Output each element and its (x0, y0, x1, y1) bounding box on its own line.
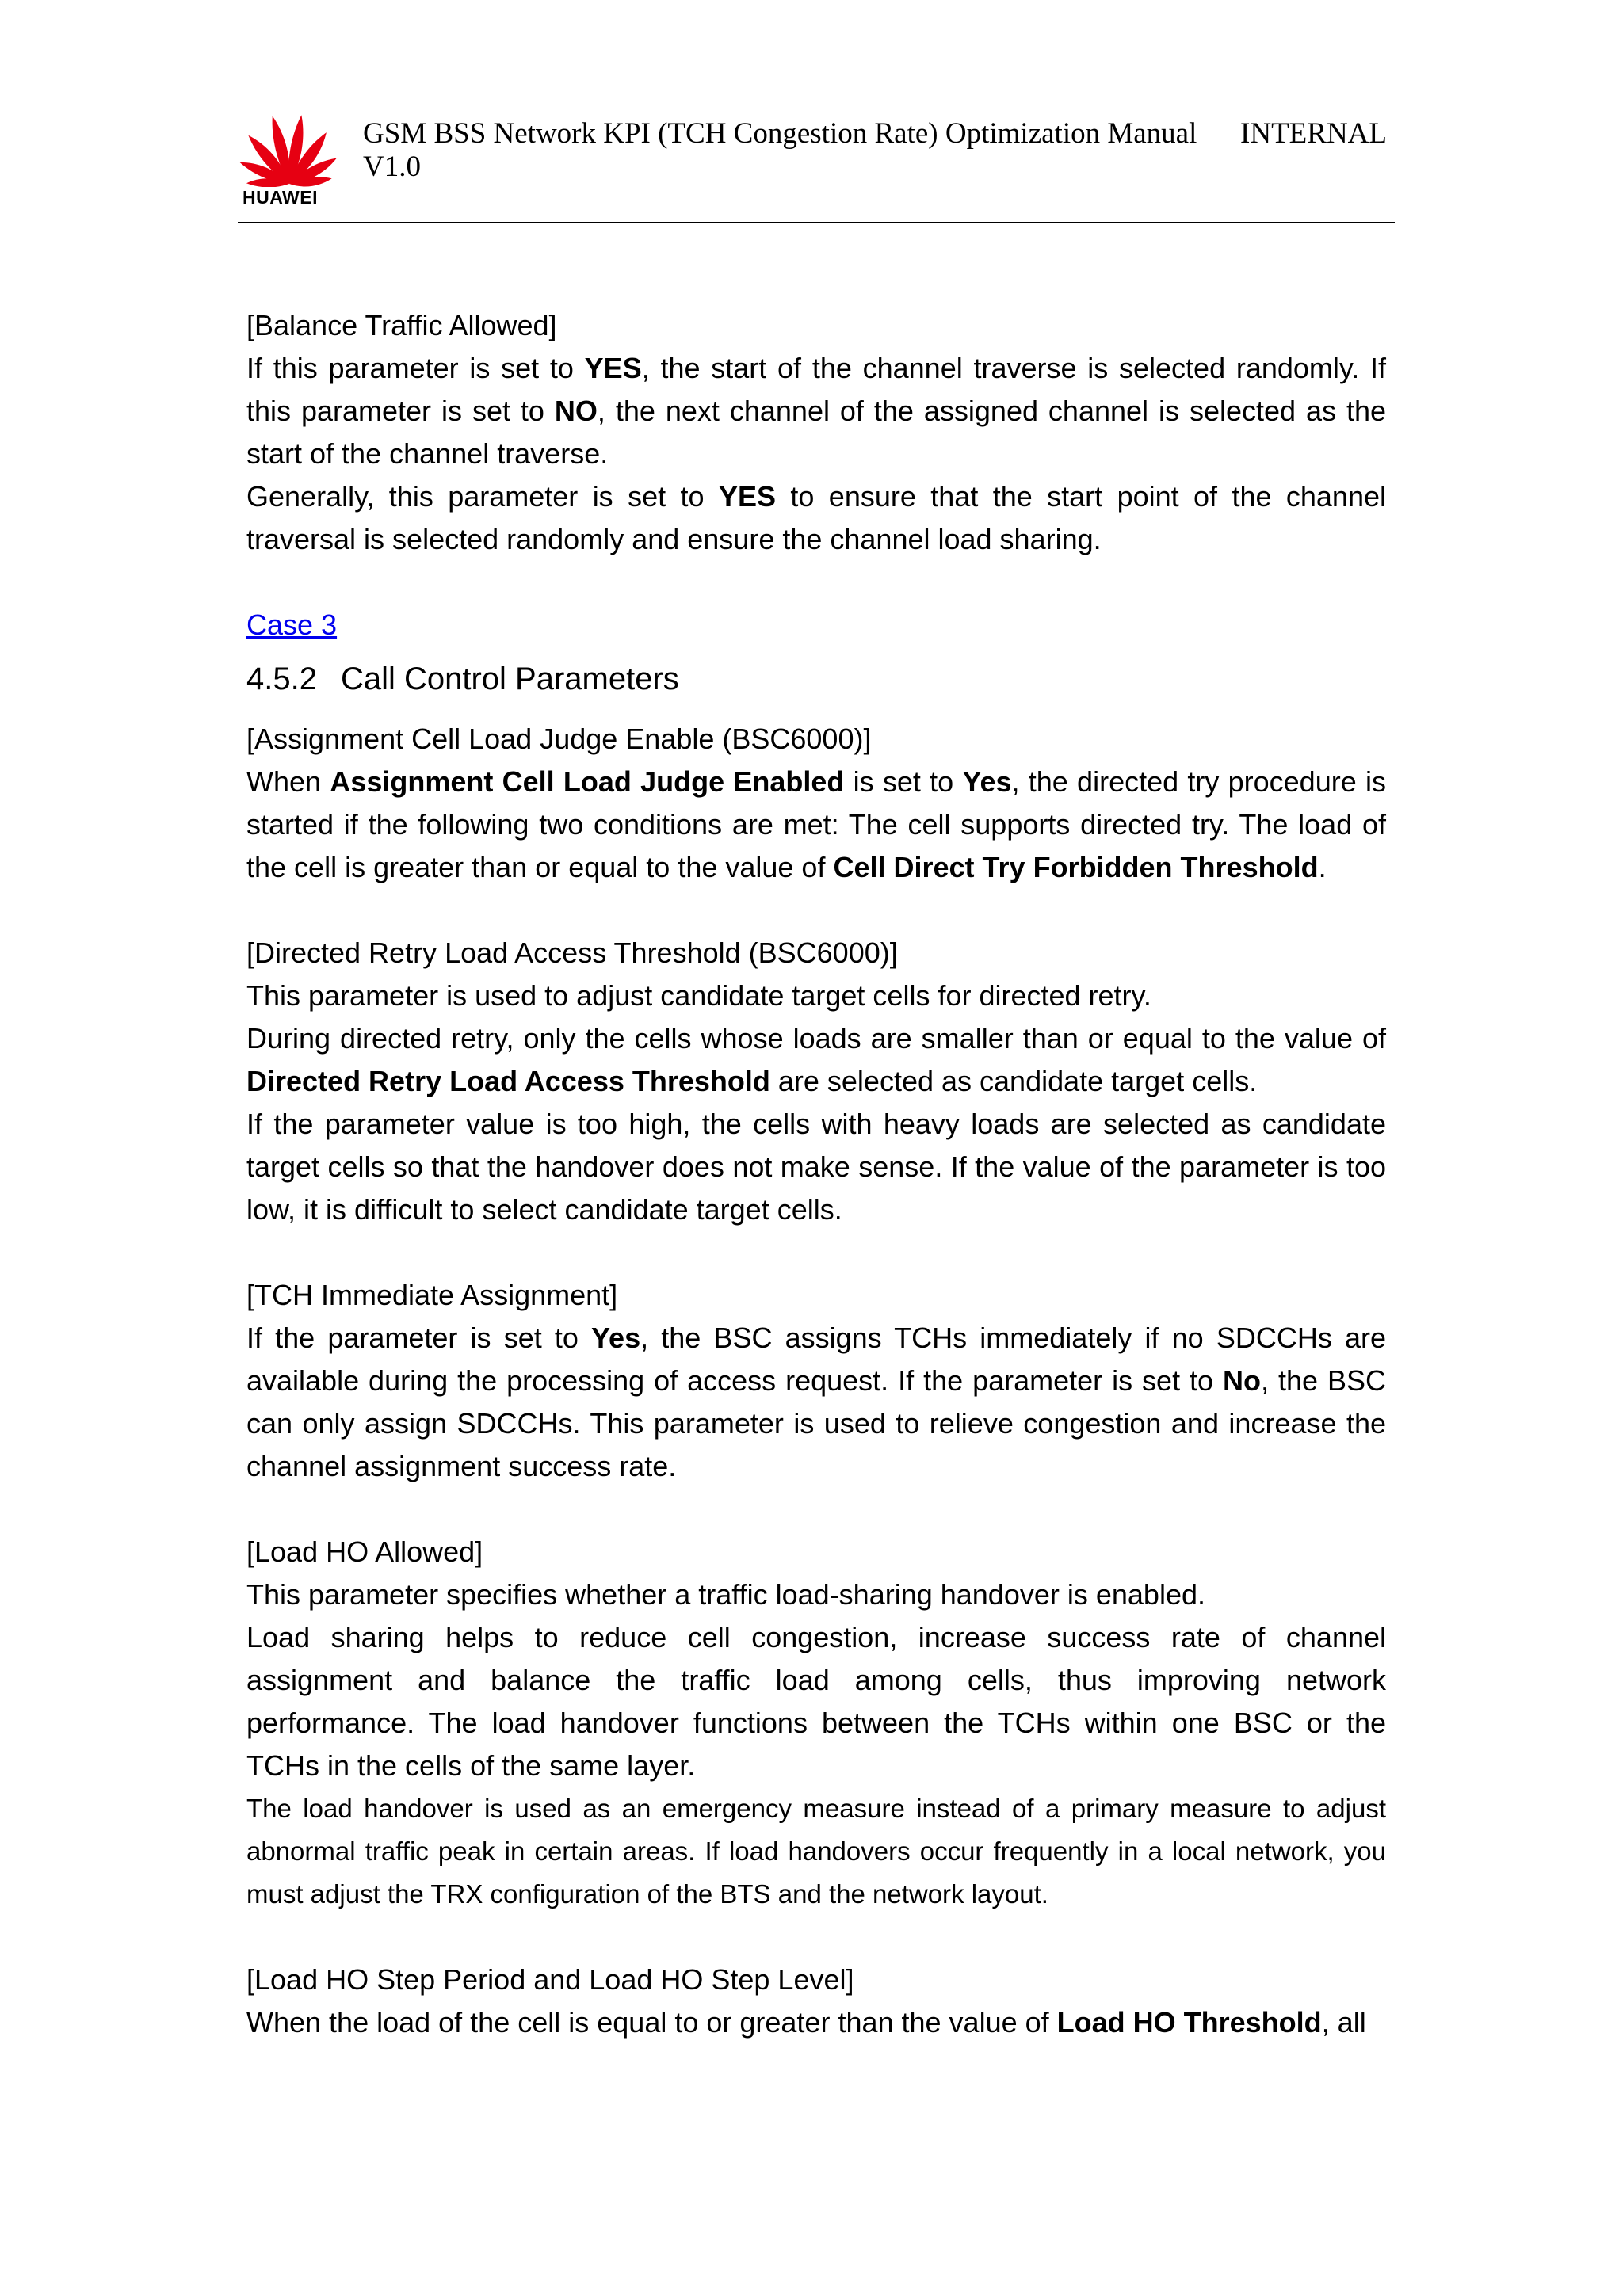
document-classification: INTERNAL (1240, 117, 1387, 150)
section-number: 4.5.2 (246, 662, 317, 696)
param-label-directed-retry: [Directed Retry Load Access Threshold (BSC6000)] (246, 936, 898, 969)
paragraph: If the parameter value is too high, the cells with heavy loads are selected as candidate target cells so that the handover does not make sense. If the value of the parameter is too low, it is difficult to select candidate target cells. (246, 1108, 1386, 1226)
case-3-link[interactable]: Case 3 (246, 608, 338, 641)
huawei-logo (238, 111, 341, 211)
section-heading (246, 658, 1386, 700)
section-title: Call Control Parameters (340, 662, 679, 696)
logo-wordmark: HUAWEI (242, 187, 318, 208)
document-title: GSM BSS Network KPI (TCH Congestion Rate) Optimization Manual V1.0 (363, 117, 1197, 183)
paragraph: If the parameter is set to Yes, the BSC assigns TCHs immediately if no SDCCHs are available during the processing of access request. If the parameter is set to No, the BSC can only assign SDCCHs. This parameter is used to relieve congestion and increase the channel assignment success rate. (246, 1322, 1386, 1482)
param-label-load-ho-step: [Load HO Step Period and Load HO Step Level] (246, 1963, 854, 1996)
param-label-assignment: [Assignment Cell Load Judge Enable (BSC6000)] (246, 723, 872, 755)
page-header (238, 111, 1395, 223)
paragraph: Load sharing helps to reduce cell congestion, increase success rate of channel assignment and balance the traffic load among cells, thus improving network performance. The load handover functions between the TCHs within one BSC or the TCHs in the cells of the same layer. (246, 1621, 1386, 1782)
paragraph: Generally, this parameter is set to YES to ensure that the start point of the channel traversal is selected randomly and ensure the channel load sharing. (246, 480, 1386, 555)
paragraph: During directed retry, only the cells whose loads are smaller than or equal to the value of Directed Retry Load Access Threshold are selected as candidate target cells. (246, 1022, 1386, 1097)
paragraph: This parameter specifies whether a traffic load-sharing handover is enabled. (246, 1578, 1205, 1611)
document-body (246, 304, 1386, 2044)
huawei-flower-icon (238, 111, 341, 187)
param-label-balance: [Balance Traffic Allowed] (246, 309, 557, 341)
param-label-load-ho: [Load HO Allowed] (246, 1535, 483, 1568)
param-label-tch: [TCH Immediate Assignment] (246, 1279, 618, 1311)
paragraph: If this parameter is set to YES, the start of the channel traverse is selected randomly. If this parameter is set to NO, the next channel of the assigned channel is selected as the start of the channel traverse. (246, 352, 1387, 470)
case-link-paragraph (246, 604, 1386, 646)
paragraph: The load handover is used as an emergency measure instead of a primary measure to adjust abnormal traffic peak in certain areas. If load handovers occur frequently in a local network, you must adjust the TRX configuration of the BTS and the network layout. (246, 1794, 1386, 1909)
paragraph: When Assignment Cell Load Judge Enabled is set to Yes, the directed try procedure is started if the following two conditions are met: The cell supports directed try. The load of the cell is greater than or equal to the value of Cell Direct Try Forbidden Threshold. (246, 765, 1386, 883)
paragraph: This parameter is used to adjust candidate target cells for directed retry. (246, 979, 1151, 1012)
paragraph: When the load of the cell is equal to or greater than the value of Load HO Threshold, all (246, 2006, 1366, 2039)
